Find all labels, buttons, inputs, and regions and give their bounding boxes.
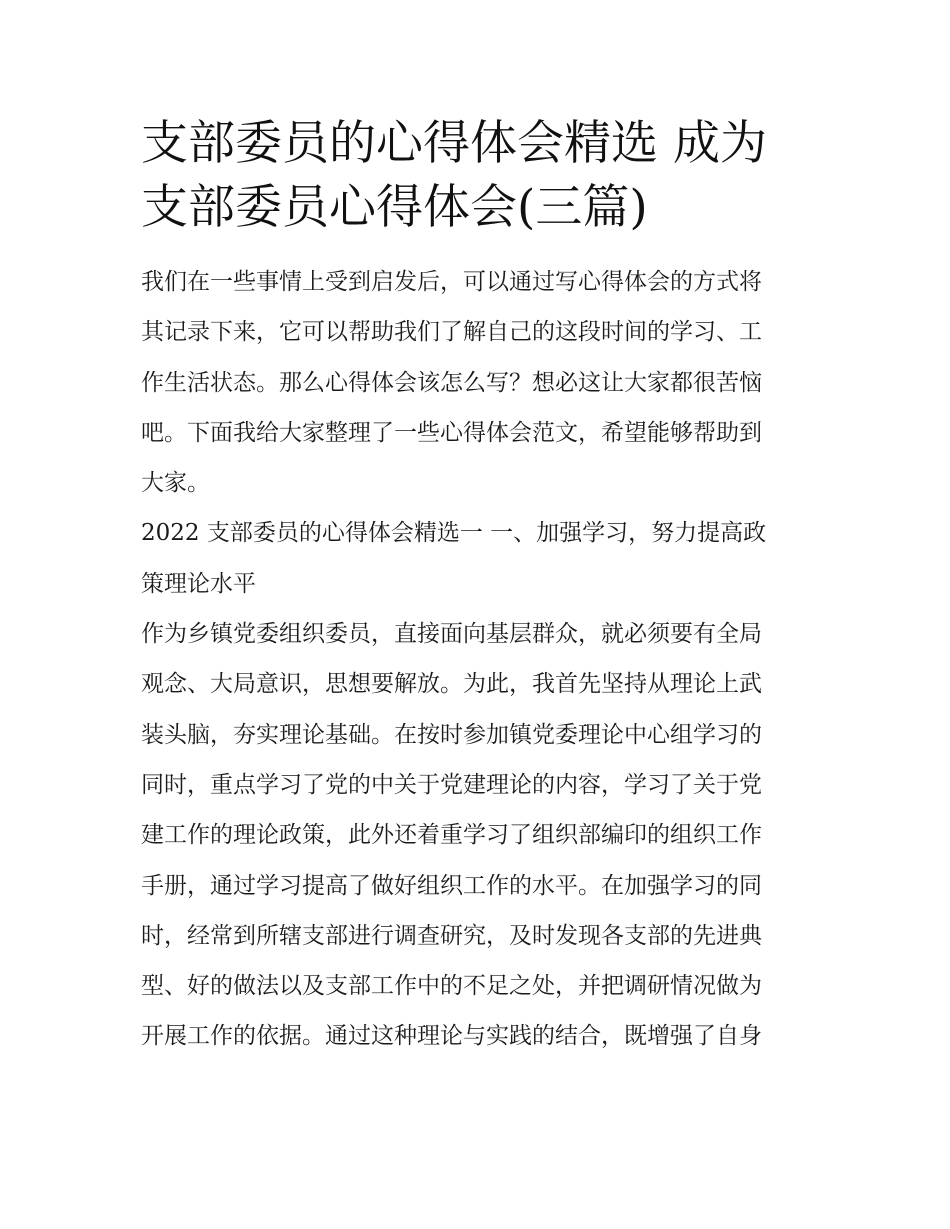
body-line: 作为乡镇党委组织委员，直接面向基层群众，就必须要有全局 — [141, 621, 762, 648]
intro-line: 吧。下面我给大家整理了一些心得体会范文，希望能够帮助到 — [141, 419, 762, 446]
body-line: 开展工作的依据。通过这种理论与实践的结合，既增强了自身 — [141, 1023, 762, 1050]
body-line: 装头脑，夯实理论基础。在按时参加镇党委理论中心组学习的 — [141, 721, 762, 748]
body-line: 同时，重点学习了党的中关于党建理论的内容，学习了关于党 — [141, 771, 762, 798]
intro-paragraph — [141, 257, 813, 508]
body-line: 时，经常到所辖支部进行调查研究，及时发现各支部的先进典 — [141, 922, 762, 949]
section-heading-line: 2022 支部委员的心得体会精选一 一、加强学习，努力提高政 — [141, 520, 767, 547]
document-title — [141, 112, 813, 240]
section-heading-line: 策理论水平 — [141, 570, 256, 597]
intro-line: 其记录下来，它可以帮助我们了解自己的这段时间的学习、工 — [141, 319, 762, 346]
body-line: 手册，通过学习提高了做好组织工作的水平。在加强学习的同 — [141, 872, 762, 899]
title-line: 支部委员心得体会(三篇) — [141, 180, 648, 235]
body-line: 型、好的做法以及支部工作中的不足之处，并把调研情况做为 — [141, 973, 762, 1000]
body-line: 观念、大局意识，思想要解放。为此，我首先坚持从理论上武 — [141, 671, 762, 698]
body-paragraph — [141, 609, 813, 1062]
intro-line: 作生活状态。那么心得体会该怎么写？想必这让大家都很苦恼 — [141, 369, 762, 396]
document-content — [141, 112, 813, 1062]
title-line: 支部委员的心得体会精选 成为 — [141, 116, 767, 171]
intro-line: 大家。 — [141, 470, 210, 497]
intro-line: 我们在一些事情上受到启发后，可以通过写心得体会的方式将 — [141, 269, 762, 295]
body-line: 建工作的理论政策，此外还着重学习了组织部编印的组织工作 — [141, 822, 762, 849]
section-heading — [141, 508, 813, 609]
